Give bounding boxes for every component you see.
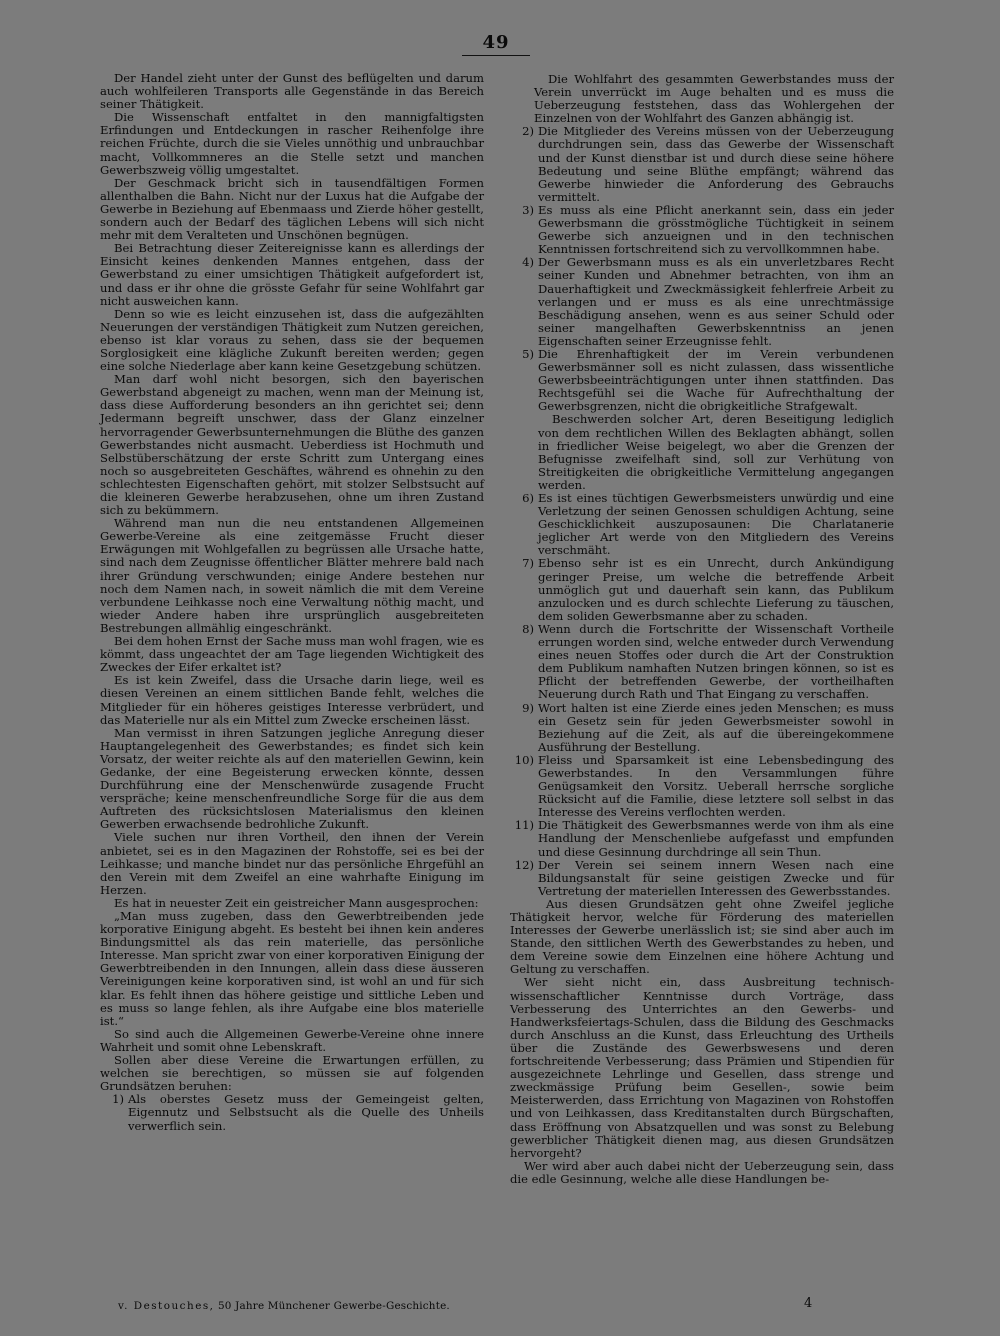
list-item-text: Die Ehrenhaftigkeit der im Verein verbundenen Gewerbsmänner soll es nicht zulassen, dass wissentliche Gewerbsbeeinträchtigungen unter ihnen stattfinden. Das Rechtsgefühl sei die Wache für Aufrechthaltung der Gewerbsgrenzen, nicht die obrigkeitliche Strafgewalt. [538, 346, 894, 414]
list-item-number: 3) [522, 202, 534, 217]
page-number: 49 [482, 32, 510, 53]
paragraph: Der Handel zieht unter der Gunst des beflügelten und darum auch wohlfeileren Transports alle Gegenstände in das Bereich seiner Thätigkeit. [100, 71, 484, 112]
list-item-number: 6) [522, 491, 534, 505]
paragraph: Aus diesen Grundsätzen geht ohne Zweifel jegliche Thätigkeit hervor, welche für Förderung des materiellen Interesses der Gewerbe unerlässlich ist; sie sind aber auch im Stande, den sittlichen Werth des Gewerbstandes zu heben, und dem Vereine sowie dem Einzelnen eine höhere Achtung und Geltung zu verschaffen. [510, 896, 894, 977]
list-item [510, 204, 894, 256]
paragraph: Es ist kein Zweifel, dass die Ursache darin liege, weil es diesen Vereinen an einem sittlichen Bande fehlt, welches die Mitglieder für ein höheres geistiges Interesse verbrüdert, und das Materielle nur als ein Mittel zum Zwecke erscheinen lässt. [100, 673, 484, 727]
paragraph: Viele suchen nur ihren Vortheil, den ihnen der Verein anbietet, sei es in den Magazinen der Rohstoffe, sei es bei der Leihkasse; und manche bindet nur das persönliche Ehrgefühl an den Verein mit dem Zweifel an eine wahrhafte Einigung im Herzen. [100, 830, 484, 897]
list-item [510, 125, 894, 204]
footer-author: v. Destouches, [118, 1300, 215, 1312]
left-column [100, 72, 484, 1133]
list-item-text: Die Mitglieder des Vereins müssen von der Ueberzeugung durchdrungen sein, dass das Gewerbe der Wissenschaft und der Kunst dienstbar ist und durch diese seine höhere Bedeutung und seine Blüthe empfängt; während das Gewerbe hinwieder die Anforderung des Gebrauchs vermittelt. [538, 124, 894, 204]
paragraph: Sollen aber diese Vereine die Erwartungen erfüllen, zu welchen sie berechtigen, so müssen sie auf folgenden Grundsätzen beruhen: [100, 1053, 484, 1094]
paragraph: Wer sieht nicht ein, dass Ausbreitung technisch-wissenschaftlicher Kenntnisse durch Vorträge, dass Verbesserung des Unterrichtes an den Gewerbs- und Handwerksfeiertags-Schulen, dass die Bildung des Geschmacks durch Anschluss an die Kunst, dass Erleuchtung des Urtheils über die Zustände des Gewerbswesens und deren fortschreitende Verbesserung; dass Prämien und Stipendien für ausgezeichnete Lehrlinge und Gesellen, dass strenge und zweckmässige Prüfung beim Gesellen-, sowie beim Meisterwerden, dass Errichtung von Magazinen von Rohstoffen und von Leihkassen, dass Kreditanstalten durch Bürgschaften, dass Eröffnung von Absatzquellen und was sonst zu Belebung gewerblicher Thätigkeit dienen mag, aus diesen Grundsätzen hervorgeht? [510, 975, 894, 1160]
list-item-number: 5) [522, 346, 534, 361]
paragraph: Die Wohlfahrt des gesammten Gewerbstandes muss der Verein unverrückt im Auge behalten und es muss die Ueberzeugung feststehen, dass das Wohlergehen der Einzelnen von der Wohlfahrt des Ganzen abhängig ist. [534, 72, 894, 126]
list-item-number: 1) [112, 1092, 124, 1107]
paragraph: So sind auch die Allgemeinen Gewerbe-Vereine ohne innere Wahrheit und somit ohne Lebenskraft. [100, 1026, 484, 1054]
paragraph: Bei dem hohen Ernst der Sache muss man wohl fragen, wie es kömmt, dass ungeachtet der am Tage liegenden Wichtigkeit des Zweckes der Eifer erkaltet ist? [100, 634, 484, 675]
list-item-text: Die Thätigkeit des Gewerbsmannes werde von ihm als eine Handlung der Menschenliebe aufgefasst und empfunden und diese Gesinnung durchdringe all sein Thun. [538, 818, 894, 859]
list-item-text: Es ist eines tüchtigen Gewerbsmeisters unwürdig und eine Verletzung der seinen Genossen schuldigen Achtung, seine Geschicklichkeit auszuposaunen: Die Charlatanerie jeglicher Art werde von den Mitgliedern des Vereins verschmäht. [538, 491, 894, 558]
list-item-text: Ebenso sehr ist es ein Unrecht, durch Ankündigung geringer Preise, um welche die betreffende Arbeit unmöglich gut und dauerhaft sein kann, das Publikum anzulocken und es durch schlechte Lieferung zu täuschen, dem soliden Gewerbsmanne aber zu schaden. [538, 556, 894, 623]
paragraph: Während man nun die neu entstandenen Allgemeinen Gewerbe-Vereine als eine zeitgemässe Frucht dieser Erwägungen mit Wohlgefallen zu begrüssen alle Ursache hatte, sind nach dem Zeugnisse öffentlicher Blätter mehrere bald nach ihrer Gründung verschwunden; einige Andere bestehen nur noch dem Namen nach, in soweit nämlich die mit dem Vereine verbundene Leihkasse noch eine Verwaltung nöthig macht, und wieder Andere haben ihre ursprünglich ausgebreiteten Bestrebungen allmählig eingeschränkt. [100, 516, 484, 635]
quotation: „Man muss zugeben, dass den Gewerbtreibenden jede korporative Einigung abgeht. Es besteht bei ihnen kein anderes Bindungsmittel als das rein materielle, das persönliche Interesse. Man spricht zwar von einer korporativen Einigung der Gewerbtreibenden in den Innungen, allein dass diese äusseren Vereinigungen keine korporativen sind, ist wohl an und für sich klar. Es fehlt ihnen das höhere geistige und sittliche Leben und es muss so lange fehlen, als ihre Aufgabe eine blos materielle ist.“ [100, 909, 484, 1028]
paragraph: Die Wissenschaft entfaltet in den mannigfaltigsten Erfindungen und Entdeckungen in rascher Reihenfolge ihre reichen Früchte, durch die sie Vieles unnöthig und unbrauchbar macht, Vollkommneres an die Stelle setzt und manchen Gewerbszweig völlig umgestaltet. [100, 110, 484, 177]
paragraph: Der Geschmack bricht sich in tausendfältigen Formen allenthalben die Bahn. Nicht nur der Luxus hat die Aufgabe der Gewerbe in Beziehung auf Ebenmaass und Zierde höher gestellt, sondern auch der Bedarf des täglichen Lebens will sich nicht mehr mit dem Veralteten und Unschönen begnügen. [100, 175, 484, 243]
paragraph: Bei Betrachtung dieser Zeitereignisse kann es allerdings der Einsicht keines denkenden Mannes entgehen, dass der Gewerbstand zu einer umsichtigen Thätigkeit aufgefordert ist, und dass er ihr ohne die grösste Gefahr für seine Wohlfahrt gar nicht ausweichen kann. [100, 241, 484, 308]
list-item-text: Als oberstes Gesetz muss der Gemeingeist gelten, Eigennutz und Selbstsucht als die Quelle des Unheils verwerflich sein. [128, 1092, 484, 1133]
list-item-text: Wort halten ist eine Zierde eines jeden Menschen; es muss ein Gesetz sein für jeden Gewerbsmeister sowohl in Beziehung auf die Zeit, als auf die übereingekommene Ausführung der Bestellung. [538, 700, 894, 754]
list-item [510, 492, 894, 557]
paragraph: Man darf wohl nicht besorgen, sich den bayerischen Gewerbstand abgeneigt zu machen, wenn man der Meinung ist, dass diese Aufforderung besonders an ihn gerichtet sei; denn Jedermann begreift unschwer, dass der Glanz einzelner hervorragender Gewerbsunternehmungen die Blüthe des ganzen Gewerbstandes nicht ausmacht. Ueberdiess ist Hochmuth und Selbstüberschätzung der erste Schritt zum Untergang eines noch so ausgebreiteten Geschäftes, während es ohnehin zu den schlechtesten Eigenschaften gehört, mit stolzer Selbstsucht auf die kleineren Gewerbe herabzusehen, ohne um ihren Zustand sich zu bekümmern. [100, 372, 484, 518]
list-item-text: Wenn durch die Fortschritte der Wissenschaft Vortheile errungen worden sind, welche entweder durch Verwendung eines neuen Stoffes oder durch die Art der Construktion dem Publikum namhaften Nutzen bringen können, so ist es Pflicht der betreffenden Gewerbe, der vortheilhaften Neuerung durch Rath und That Eingang zu verschaffen. [538, 621, 894, 702]
paragraph: Denn so wie es leicht einzusehen ist, dass die aufgezählten Neuerungen der verständigen Thätigkeit zum Nutzen gereichen, ebenso ist klar voraus zu sehen, dass sie der bequemen Sorglosigkeit eine klägliche Zukunft bereiten werden; gegen eine solche Niederlage aber kann keine Gesetzgebung schützen. [100, 306, 484, 374]
list-item [510, 256, 894, 348]
list-item [100, 1093, 484, 1132]
paragraph: Wer wird aber auch dabei nicht der Ueberzeugung sein, dass die edle Gesinnung, welche alle diese Handlungen be- [510, 1158, 894, 1186]
list-item-text: Fleiss und Sparsamkeit ist eine Lebensbedingung des Gewerbstandes. In den Versammlungen führe Genügsamkeit den Vorsitz. Ueberall herrsche sorgliche Rücksicht auf die Familie, diese letztere soll selbst in das Interesse des Vereins verflochten werden. [538, 752, 894, 820]
paragraph: Man vermisst in ihren Satzungen jegliche Anregung dieser Hauptangelegenheit des Gewerbstandes; es findet sich kein Vorsatz, der weiter reichte als auf den materiellen Gewinn, kein Gedanke, der eine Begeisterung erwecken könnte, dessen Durchführung eine der Menschenwürde zusagende Frucht verspräche; keine menschenfreundliche Sorge für die aus dem Auftreten des rücksichtslosen Materialismus den kleinen Gewerben erwachsende bedrohliche Zukunft. [100, 725, 484, 832]
list-item-number: 7) [522, 556, 534, 571]
list-item-number: 8) [522, 621, 534, 636]
list-item-number: 9) [522, 700, 534, 715]
list-item-text: Der Gewerbsmann muss es als ein unverletzbares Recht seiner Kunden und Abnehmer betrachten, von ihm an Dauerhaftigkeit und Zweckmässigkeit fehlerfreie Arbeit zu verlangen und er muss es als eine unrechtmässige Beschädigung ansehen, wenn es aus seiner Schuld oder seiner mangelhaften Gewerbskenntniss an jenen Eigenschaften seiner Erzeugnisse fehlt. [538, 255, 894, 348]
list-item-subparagraph: Beschwerden solcher Art, deren Beseitigung lediglich von dem rechtlichen Willen des Beklagten abhängt, sollen in friedlicher Weise beigelegt, wo aber die Grenzen der Befugnisse zweifelhaft sind, soll zur Verhütung von Streitigkeiten die obrigkeitliche Vermittelung angegangen werden. [538, 412, 894, 492]
list-item [510, 754, 894, 819]
paragraph: Es hat in neuester Zeit ein geistreicher Mann ausgesprochen: [114, 895, 479, 910]
list-item-text: Der Verein sei seinem innern Wesen nach eine Bildungsanstalt für seine geistigen Zwecke und für Vertretung der materiellen Interessen des Gewerbsstandes. [538, 857, 894, 898]
list-item [510, 702, 894, 754]
list-item [510, 859, 894, 898]
list-item-number: 2) [522, 124, 534, 139]
list-item [510, 557, 894, 622]
list-item-text: Es muss als eine Pflicht anerkannt sein, dass ein jeder Gewerbsmann die grösstmögliche Tüchtigkeit in seinem Gewerbe sich anzueignen und in den technischen Kenntnissen fortschreitend sich zu vervollkommnen habe. [538, 202, 894, 257]
right-column [510, 73, 894, 1186]
printer-signature: 4 [804, 1296, 813, 1311]
footer-citation [118, 1300, 450, 1312]
header-rule [462, 55, 530, 56]
list-item [510, 348, 894, 492]
list-item [510, 623, 894, 702]
list-item [510, 819, 894, 858]
list-item-number: 10) [514, 752, 534, 767]
list-item-number: 11) [514, 818, 534, 833]
list-item-number: 4) [522, 255, 534, 270]
footer-title: 50 Jahre Münchener Gewerbe-Geschichte. [218, 1300, 450, 1312]
list-item-number: 12) [514, 857, 534, 872]
